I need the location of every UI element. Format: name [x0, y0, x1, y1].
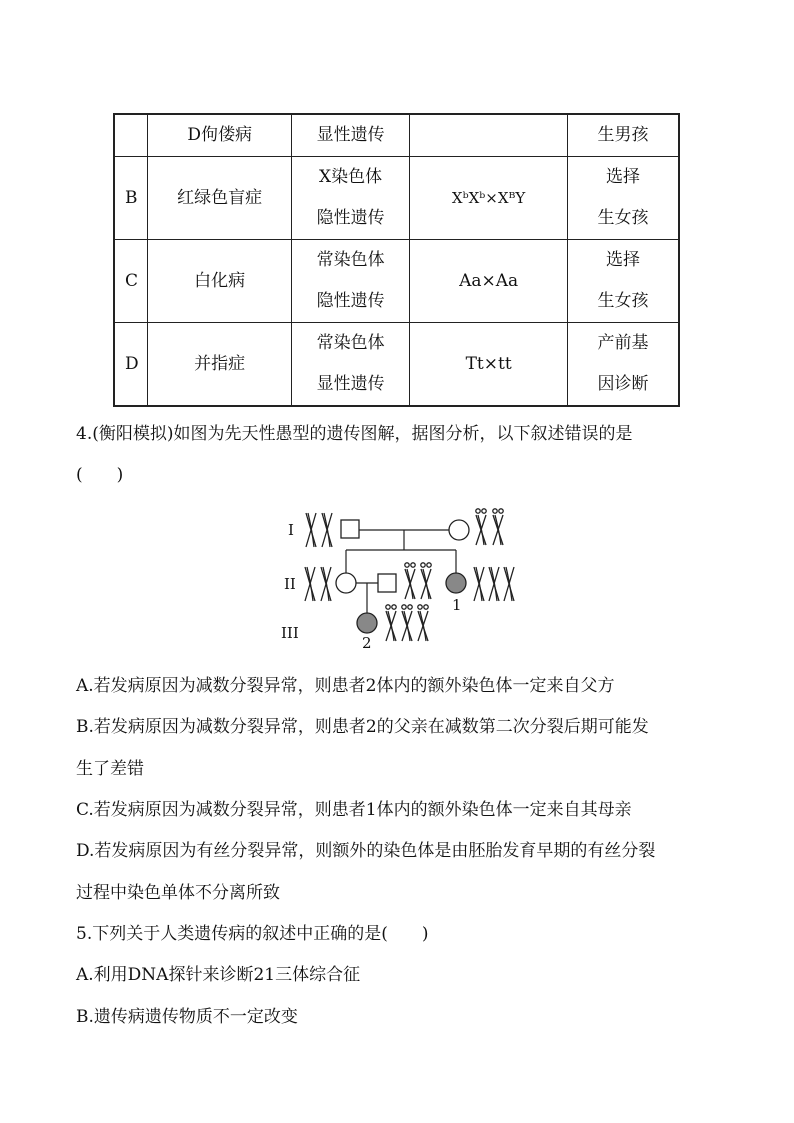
- option-b-continued: 生了差错: [76, 759, 144, 779]
- q5-option-b: B.遗传病遗传物质不一定改变: [76, 1007, 298, 1027]
- mode-line: X染色体: [319, 167, 383, 187]
- chromosome-icon: [493, 509, 503, 545]
- disease-cell: 红绿色盲症: [148, 157, 291, 240]
- option-a: A.若发病原因为减数分裂异常，则患者2体内的额外染色体一定来自父方: [76, 676, 615, 696]
- advice-line: 生女孩: [597, 208, 649, 228]
- chromosome-icon: [306, 513, 316, 547]
- question-5-stem: 5.下列关于人类遗传病的叙述中正确的是( ): [76, 924, 429, 944]
- answer-paren: ( ): [76, 465, 124, 485]
- chromosome-icon: [322, 513, 332, 547]
- q5-option-a: A.利用DNA探针来诊断21三体综合征: [76, 965, 361, 985]
- option-d-continued: 过程中染色单体不分离所致: [76, 883, 280, 903]
- chromosome-icon: [489, 567, 499, 601]
- chromosome-icon: [405, 563, 415, 599]
- generation-label: I: [288, 521, 294, 539]
- cross-cell: XᵇXᵇ×XᴮY: [410, 157, 568, 240]
- chromosome-icon: [402, 605, 412, 641]
- advice-cell: [567, 323, 679, 407]
- male-unaffected-symbol: [341, 520, 359, 538]
- chromosome-icon: [305, 567, 315, 601]
- question-4-stem: 4.(衡阳模拟)如图为先天性愚型的遗传图解，据图分析，以下叙述错误的是: [76, 424, 633, 444]
- row-letter: C: [114, 240, 148, 323]
- mode-cell: [291, 323, 410, 407]
- table-row: [114, 157, 679, 240]
- female-affected-symbol: [357, 613, 377, 633]
- advice-cell: [567, 114, 679, 157]
- mode-line: 显性遗传: [316, 125, 385, 145]
- chromosome-icon: [421, 563, 431, 599]
- advice-line: 因诊断: [597, 374, 649, 394]
- mode-cell: [291, 240, 410, 323]
- mode-line: 常染色体: [316, 333, 385, 353]
- female-affected-symbol: [446, 573, 466, 593]
- advice-line: 选择: [605, 250, 640, 270]
- row-letter: D: [114, 323, 148, 407]
- option-d: D.若发病原因为有丝分裂异常，则额外的染色体是由胚胎发育早期的有丝分裂: [76, 841, 656, 861]
- generation-label: II: [284, 575, 296, 593]
- mode-line: 隐性遗传: [316, 291, 385, 311]
- female-unaffected-symbol: [449, 520, 469, 540]
- chromosome-icon: [476, 509, 486, 545]
- advice-line: 选择: [605, 167, 640, 187]
- option-c: C.若发病原因为减数分裂异常，则患者1体内的额外染色体一定来自其母亲: [76, 800, 632, 820]
- advice-line: 生男孩: [597, 125, 649, 145]
- chromosome-icon: [504, 567, 514, 601]
- mode-cell: [291, 114, 410, 157]
- option-b: B.若发病原因为减数分裂异常，则患者2的父亲在减数第二次分裂后期可能发: [76, 717, 649, 737]
- chromosome-icon: [474, 567, 484, 601]
- cross-cell: [410, 114, 568, 157]
- individual-label: 2: [362, 634, 372, 650]
- chromosome-icon: [386, 605, 396, 641]
- disease-cell: 并指症: [148, 323, 291, 407]
- mode-cell: [291, 157, 410, 240]
- row-letter: B: [114, 157, 148, 240]
- cross-cell: Aa×Aa: [410, 240, 568, 323]
- table-row: [114, 323, 679, 407]
- row-letter: [114, 114, 148, 157]
- mode-line: 显性遗传: [316, 374, 385, 394]
- mode-line: 常染色体: [316, 250, 385, 270]
- advice-cell: [567, 157, 679, 240]
- advice-cell: [567, 240, 679, 323]
- cross-cell: Tt×tt: [410, 323, 568, 407]
- pedigree-diagram: [270, 500, 530, 650]
- advice-line: 产前基: [597, 333, 649, 353]
- individual-label: 1: [452, 596, 462, 614]
- genetics-table: [113, 113, 680, 407]
- advice-line: 生女孩: [597, 291, 649, 311]
- female-unaffected-symbol: [336, 573, 356, 593]
- mode-line: 隐性遗传: [316, 208, 385, 228]
- male-unaffected-symbol: [378, 574, 396, 592]
- table-row: [114, 240, 679, 323]
- disease-cell: D佝偻病: [148, 114, 291, 157]
- chromosome-icon: [321, 567, 331, 601]
- table-row: [114, 114, 679, 157]
- generation-label: III: [281, 624, 299, 642]
- chromosome-icon: [418, 605, 428, 641]
- chromosome-karyotypes: [305, 509, 514, 641]
- disease-cell: 白化病: [148, 240, 291, 323]
